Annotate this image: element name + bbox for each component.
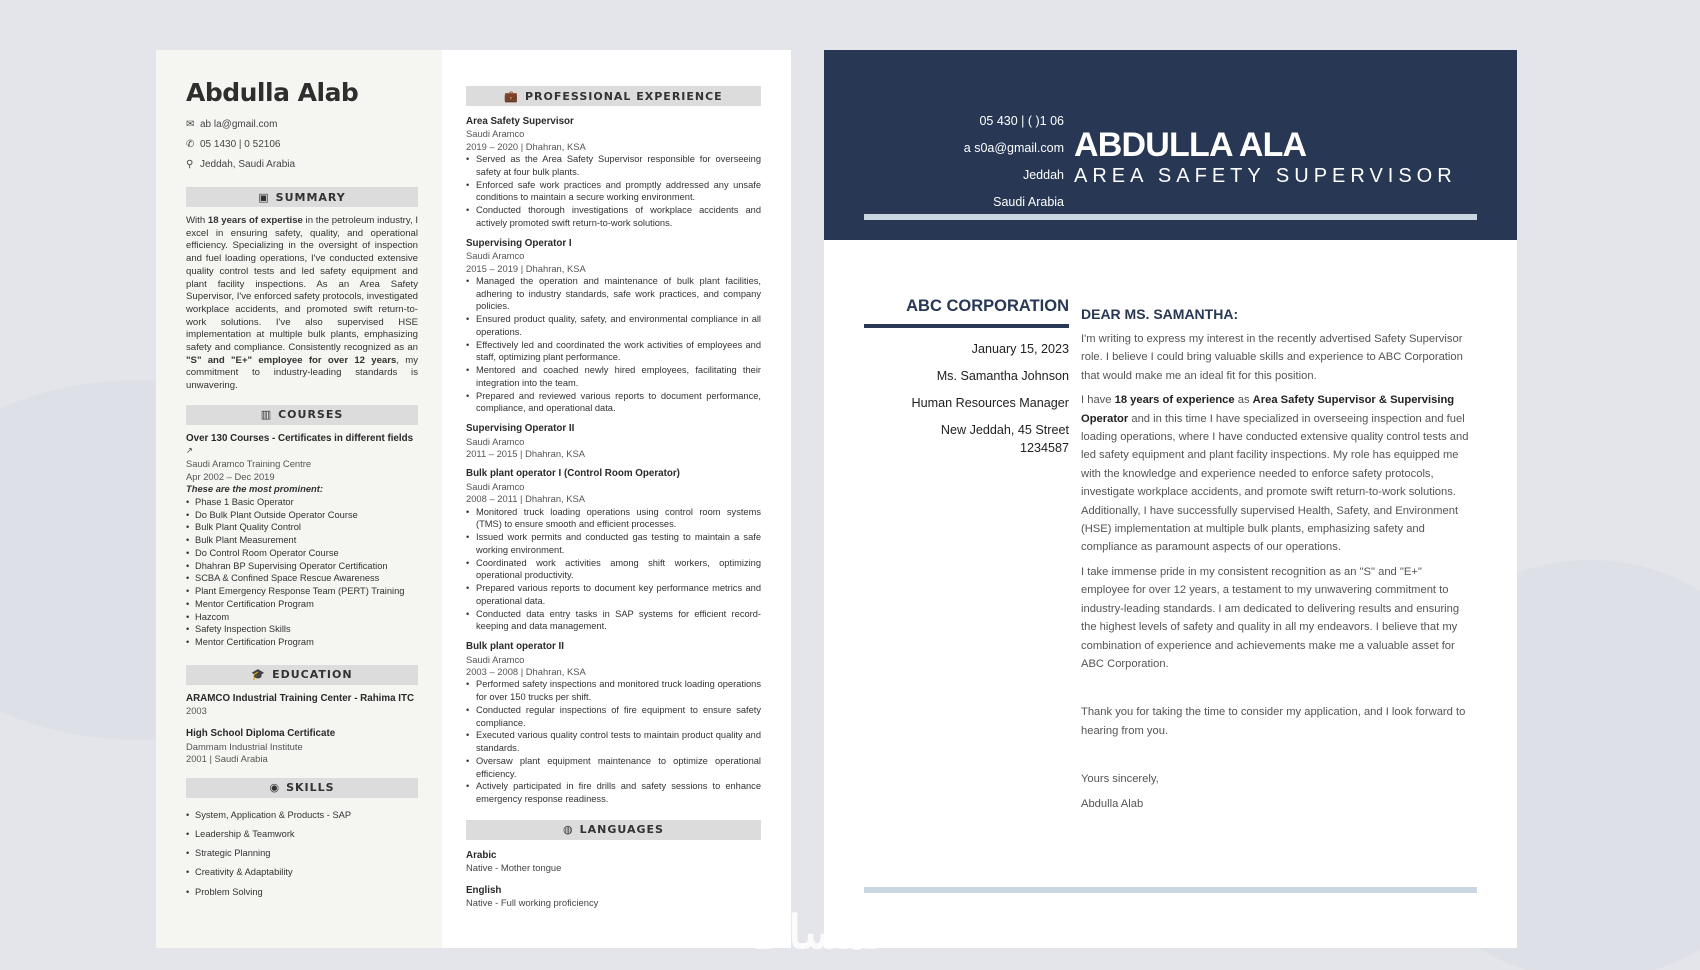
list-item: • Served as the Area Safety Supervisor responsible for overseeing safety at four bulk plants.	[466, 153, 761, 179]
phone-icon: ✆	[186, 139, 195, 150]
resume-sidebar	[156, 50, 442, 948]
list-item: • Enforced safe work practices and promptly addressed any unsafe conditions to maintain a secure working environment.	[466, 179, 761, 205]
list-item: • Conducted regular inspections of fire equipment to ensure safety compliance.	[466, 704, 761, 730]
list-item: • Bulk Plant Measurement	[186, 534, 418, 547]
books-icon: ▥	[260, 408, 273, 422]
education-item: ARAMCO Industrial Training Center - Rahima ITC 2003	[186, 692, 415, 717]
briefcase-icon: 💼	[504, 89, 519, 103]
list-item: • Effectively led and coordinated the work activities of employees and staff, optimizing plant performance.	[466, 339, 761, 365]
courses-dates: Apr 2002 – Dec 2019	[186, 470, 275, 482]
courses-heading: ▥ COURSES	[186, 405, 418, 425]
letter-job-title: AREA SAFETY SUPERVISOR	[1074, 165, 1457, 187]
letter-closing: Yours sincerely,	[1081, 773, 1159, 786]
letter-paragraph: Thank you for taking the time to consider my application, and I look forward to hearing from you.	[1081, 706, 1466, 737]
list-item: • Phase 1 Basic Operator	[186, 496, 418, 509]
list-item: • Executed various quality control tests to maintain product quality and standards.	[466, 729, 761, 755]
list-item: • Actively participated in fire drills and safety sessions to enhance emergency response readiness.	[466, 780, 761, 806]
summary-text: With 18 years of expertise in the petroleum industry, I excel in ensuring safety, quality, and operational efficiency. Specializing in the oversight of inspection and fuel loading operations, I've conducted extensive quality control tests and led safety equipment and plant facility inspections. As an Area Safety Supervisor, I've enforced safety protocols, investigated workplace accidents, and promoted swift return-to-work solutions. I've also supervised HSE implementation at multiple bulk plants, emphasizing safety and compliance. Consistently recognized as an "S" and "E+" employee for over 12 years, my commitment to industry-leading standards is unwavering.	[186, 215, 418, 392]
resume-email: ✉ ab la@gmail.com	[186, 115, 418, 135]
courses-title: Over 130 Courses - Certificates in different fields ↗	[186, 432, 414, 456]
list-item: • Mentor Certification Program	[186, 636, 418, 649]
recipient-name: Ms. Samantha Johnson	[936, 369, 1069, 383]
letter-date: January 15, 2023	[971, 342, 1069, 356]
resume-location: ⚲ Jeddah, Saudi Arabia	[186, 155, 418, 175]
recipient-company: ABC CORPORATION	[864, 297, 1069, 328]
letter-paragraph: I take immense pride in my consistent recognition as an "S" and "E+" employee for over 12 years, a testament to my unwavering commitment to industry-leading standards. I am dedicated to delivering results and ensuring the highest levels of safety and quality in all my endeavors. I believe that my combination of experience and achievements make me a valuable asset for ABC Corporation.	[1081, 565, 1460, 670]
list-item: • Bulk Plant Quality Control	[186, 521, 418, 534]
skills-heading: ◉ SKILLS	[186, 778, 418, 798]
list-item: • Creativity & Adaptability	[186, 863, 418, 882]
letter-paragraph: I'm writing to express my interest in the recently advertised Safety Supervisor role. I believe I could bring valuable skills and experience to ABC Corporation that would make me an ideal fit for this position.	[1081, 333, 1463, 382]
list-item: • Plant Emergency Response Team (PERT) Training	[186, 585, 418, 598]
letter-header	[824, 50, 1517, 240]
list-item: • Do Bulk Plant Outside Operator Course	[186, 509, 418, 522]
list-item: • Oversaw plant equipment maintenance to optimize operational efficiency.	[466, 755, 761, 781]
resume-phone: ✆ 05 1430 | 0 52106	[186, 135, 418, 155]
list-item: • Performed safety inspections and monitored truck loading operations for over 150 trucks per shift.	[466, 678, 761, 704]
language-level: Native - Full working proficiency	[466, 897, 599, 909]
job-entry: Bulk plant operator I (Control Room Operator) Saudi Aramco 2008 – 2011 | Dhahran, KSA • Monitored truck loading operations using control room systems (TMS) to ensure smooth and efficient processes. • Issued work permits and conducted gas testing to maintain a safe working environment. • Coordinated work activities among shift workers, optimizing operational productivity. • Prepared various reports to document key performance metrics and operational data. • Conducted data entry tasks in SAP systems for efficient record-keeping and data management.	[466, 468, 761, 633]
globe-icon: ◍	[563, 823, 574, 837]
letter-contact	[964, 108, 1064, 216]
footer-divider	[864, 887, 1477, 893]
recipient-role: Human Resources Manager	[911, 396, 1069, 410]
languages-heading: ◍ LANGUAGES	[466, 820, 761, 840]
list-item: • Do Control Room Operator Course	[186, 547, 418, 560]
list-item: • Monitored truck loading operations using control room systems (TMS) to ensure smooth and efficient processes.	[466, 506, 761, 532]
recipient-postcode: 1234587	[1019, 441, 1069, 455]
letter-email: a s0a@gmail.com	[963, 141, 1064, 155]
list-item: • Hazcom	[186, 611, 418, 624]
list-item: • Mentored and coached newly hired employees, facilitating their integration into the team.	[466, 364, 761, 390]
job-entry: Bulk plant operator II Saudi Aramco 2003 – 2008 | Dhahran, KSA • Performed safety inspections and monitored truck loading operations for over 150 trucks per shift. • Conducted regular inspections of fire equipment to ensure safety compliance. • Executed various quality control tests to maintain product quality and standards. • Oversaw plant equipment maintenance to optimize operational efficiency. • Actively participated in fire drills and safety sessions to enhance emergency response readiness.	[466, 641, 761, 806]
external-link-icon[interactable]: ↗	[186, 446, 193, 456]
skills-list	[186, 806, 418, 902]
list-item: • SCBA & Confined Space Rescue Awareness	[186, 572, 418, 585]
resume-main	[442, 50, 791, 948]
watermark-logo: خمسات	[745, 906, 899, 958]
list-item: • Prepared various reports to document key performance metrics and operational data.	[466, 582, 761, 608]
list-item: • Conducted data entry tasks in SAP systems for efficient record-keeping and data management.	[466, 608, 761, 634]
list-item: • Ensured product quality, safety, and environmental compliance in all operations.	[466, 313, 761, 339]
list-item: • Dhahran BP Supervising Operator Certification	[186, 560, 418, 573]
courses-org: Saudi Aramco Training Centre	[186, 458, 312, 470]
letter-signature: Abdulla Alab	[1081, 797, 1144, 810]
list-item: • Managed the operation and maintenance of bulk plant facilities, adhering to industry standards, safe work practices, and company policies.	[466, 275, 761, 313]
list-item: • Strategic Planning	[186, 844, 418, 863]
list-item: • Safety Inspection Skills	[186, 623, 418, 636]
graduation-cap-icon: 🎓	[251, 668, 267, 682]
language-name: Arabic	[466, 849, 497, 861]
job-entry: Supervising Operator I Saudi Aramco 2015 – 2019 | Dhahran, KSA • Managed the operation and maintenance of bulk plant facilities, adhering to industry standards, safe work practices, and company policies. • Ensured product quality, safety, and environmental compliance in all operations. • Effectively led and coordinated the work activities of employees and staff, optimizing plant performance. • Mentored and coached newly hired employees, facilitating their integration into the team. • Prepared and reviewed various reports to document performance, compliance, and operational data.	[466, 238, 761, 415]
list-item: • Mentor Certification Program	[186, 598, 418, 611]
experience-heading: 💼 PROFESSIONAL EXPERIENCE	[466, 86, 761, 106]
letter-paragraph: I have 18 years of experience as Area Safety Supervisor & Supervising Operator and in this time I have specialized in overseeing inspection and fuel loading operations, where I have conducted extensive quality control tests and led safety equipment and plant facility inspections. My role has equipped me with the knowledge and experience needed to enforce safety protocols, investigate workplace accidents, and promote swift return-to-work solutions. Additionally, I have successfully supervised Health, Safety, and Environment (HSE) implementation at multiple bulk plants, emphasizing safety and compliance as paramount aspects of our operations.	[1081, 394, 1469, 554]
letter-content	[1081, 306, 1473, 819]
recipient-block	[864, 297, 1069, 458]
list-item: • Prepared and reviewed various reports to document performance, compliance, and operational data.	[466, 390, 761, 416]
language-name: English	[466, 884, 502, 896]
header-divider	[864, 214, 1477, 220]
letter-name: ABDULLA ALA	[1074, 126, 1307, 164]
courses-list	[186, 496, 418, 649]
list-item: • Issued work permits and conducted gas testing to maintain a safe working environment.	[466, 531, 761, 557]
job-entry: Supervising Operator II Saudi Aramco 2011 – 2015 | Dhahran, KSA	[466, 423, 586, 459]
list-item: • System, Application & Products - SAP	[186, 806, 418, 825]
recipient-street: New Jeddah, 45 Street	[940, 423, 1069, 437]
letter-country: Saudi Arabia	[993, 195, 1064, 209]
language-level: Native - Mother tongue	[466, 862, 562, 874]
job-entry: Area Safety Supervisor Saudi Aramco 2019 – 2020 | Dhahran, KSA • Served as the Area Safety Supervisor responsible for overseeing safety at four bulk plants. • Enforced safe work practices and promptly addressed any unsafe conditions to maintain a secure working environment. • Conducted thorough investigations of workplace accidents and actively promoted swift return-to-work solutions.	[466, 116, 761, 230]
education-item: High School Diploma Certificate Dammam Industrial Institute 2001 | Saudi Arabia	[186, 728, 336, 765]
list-item: • Problem Solving	[186, 883, 418, 902]
summary-heading: ▣ SUMMARY	[186, 187, 418, 207]
list-item: • Conducted thorough investigations of workplace accidents and actively promoted swift return-to-work solutions.	[466, 204, 761, 230]
envelope-icon: ✉	[186, 119, 195, 130]
list-item: • Coordinated work activities among shift workers, optimizing operational productivity.	[466, 557, 761, 583]
letter-phone: 05 430 | ( )1 06	[979, 114, 1064, 128]
resume-page	[156, 50, 791, 948]
list-item: • Leadership & Teamwork	[186, 825, 418, 844]
education-heading: 🎓 EDUCATION	[186, 665, 418, 685]
resume-name: Abdulla Alab	[186, 78, 359, 107]
recipient-address	[864, 336, 1069, 458]
letter-greeting: DEAR MS. SAMANTHA:	[1081, 306, 1239, 322]
letter-city: Jeddah	[1022, 168, 1064, 182]
id-card-icon: ▣	[258, 190, 270, 204]
cover-letter-page	[824, 50, 1517, 948]
courses-prominent: These are the most prominent:	[186, 483, 324, 495]
location-pin-icon: ⚲	[186, 159, 194, 170]
brain-icon: ◉	[269, 781, 281, 795]
